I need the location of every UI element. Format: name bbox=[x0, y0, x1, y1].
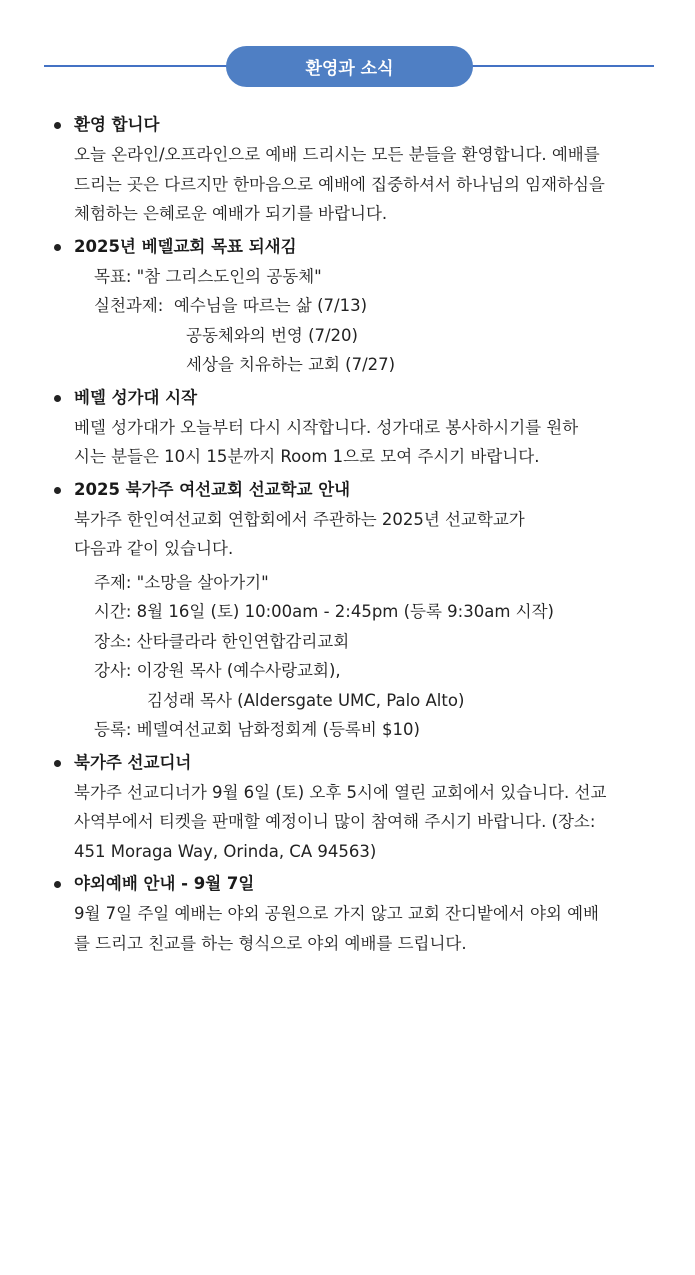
mission-dinner-line: 북가주 선교디너가 9월 6일 (토) 오후 5시에 열린 교회에서 있습니다. 선교 bbox=[74, 782, 607, 802]
mission-school-line: 북가주 한인여선교회 연합회에서 주관하는 2025년 선교학교가 bbox=[74, 509, 525, 529]
mission-dinner-line: 사역부에서 티켓을 판매할 예정이니 많이 참여해 주시기 바랍니다. (장소: bbox=[74, 812, 596, 831]
bullet-icon bbox=[54, 244, 61, 251]
task-item: 예수님을 따르는 삶 (7/13) bbox=[173, 296, 368, 315]
welcome-line: 오늘 온라인/오프라인으로 예배 드리시는 모든 분들을 환영합니다. 예배를 bbox=[74, 145, 600, 164]
welcome-line: 체험하는 은혜로운 예배가 되기를 바랍니다. bbox=[74, 204, 388, 223]
mission-school-lecturer: 강사: 이강원 목사 (예수사랑교회), bbox=[94, 661, 341, 680]
mission-dinner-line: 451 Moraga Way, Orinda, CA 94563) bbox=[74, 841, 377, 861]
outdoor-title: 야외예배 안내 - 9월 7일 bbox=[74, 874, 255, 893]
choir-line: 베델 성가대가 오늘부터 다시 시작합니다. 성가대로 봉사하시기를 원하 bbox=[74, 417, 579, 437]
announcement-list bbox=[0, 110, 695, 961]
bullet-icon bbox=[54, 122, 61, 129]
mission-school-place: 장소: 산타클라라 한인연합감리교회 bbox=[94, 631, 350, 651]
tasks-label: 실천과제: bbox=[94, 296, 164, 315]
announcement-choir bbox=[0, 383, 695, 472]
section-title: 환영과 소식 bbox=[226, 46, 473, 87]
announcement-mission-dinner bbox=[0, 748, 695, 867]
task-item: 공동체와의 번영 (7/20) bbox=[186, 325, 358, 345]
welcome-line: 드리는 곳은 다르지만 한마음으로 예배에 집중하셔서 하나님의 임재하심을 bbox=[74, 174, 605, 194]
mission-school-title: 2025 북가주 여선교회 선교학교 안내 bbox=[74, 479, 351, 499]
announcement-welcome bbox=[0, 110, 695, 229]
choir-title: 베델 성가대 시작 bbox=[74, 387, 198, 407]
goals-title: 2025년 베델교회 목표 되새김 bbox=[74, 236, 297, 256]
mission-school-lecturer: 김성래 목사 (Aldersgate UMC, Palo Alto) bbox=[147, 690, 465, 710]
tasks-row bbox=[74, 291, 695, 321]
task-item: 세상을 치유하는 교회 (7/27) bbox=[186, 355, 396, 374]
outdoor-line: 9월 7일 주일 예배는 야외 공원으로 가지 않고 교회 잔디밭에서 야외 예배 bbox=[74, 904, 599, 923]
choir-line: 시는 분들은 10시 15분까지 Room 1으로 모여 주시기 바랍니다. bbox=[74, 447, 540, 466]
bullet-icon bbox=[54, 881, 61, 888]
mission-school-theme: 주제: "소망을 살아가기" bbox=[94, 572, 269, 592]
outdoor-line: 를 드리고 친교를 하는 형식으로 야외 예배를 드립니다. bbox=[74, 933, 467, 953]
goal-text: 목표: "참 그리스도인의 공동체" bbox=[94, 266, 322, 286]
announcement-outdoor-worship bbox=[0, 869, 695, 958]
mission-school-registration: 등록: 베델여선교회 남화정회계 (등록비 $10) bbox=[94, 720, 420, 739]
bullet-icon bbox=[54, 760, 61, 767]
announcement-goals bbox=[0, 232, 695, 380]
welcome-title: 환영 합니다 bbox=[74, 115, 160, 134]
mission-school-line: 다음과 같이 있습니다. bbox=[74, 539, 234, 558]
bullet-icon bbox=[54, 395, 61, 402]
mission-school-time: 시간: 8월 16일 (토) 10:00am - 2:45pm (등록 9:30am 시작) bbox=[94, 602, 554, 621]
announcement-mission-school bbox=[0, 475, 695, 745]
mission-dinner-title: 북가주 선교디너 bbox=[74, 752, 192, 772]
bullet-icon bbox=[54, 487, 61, 494]
